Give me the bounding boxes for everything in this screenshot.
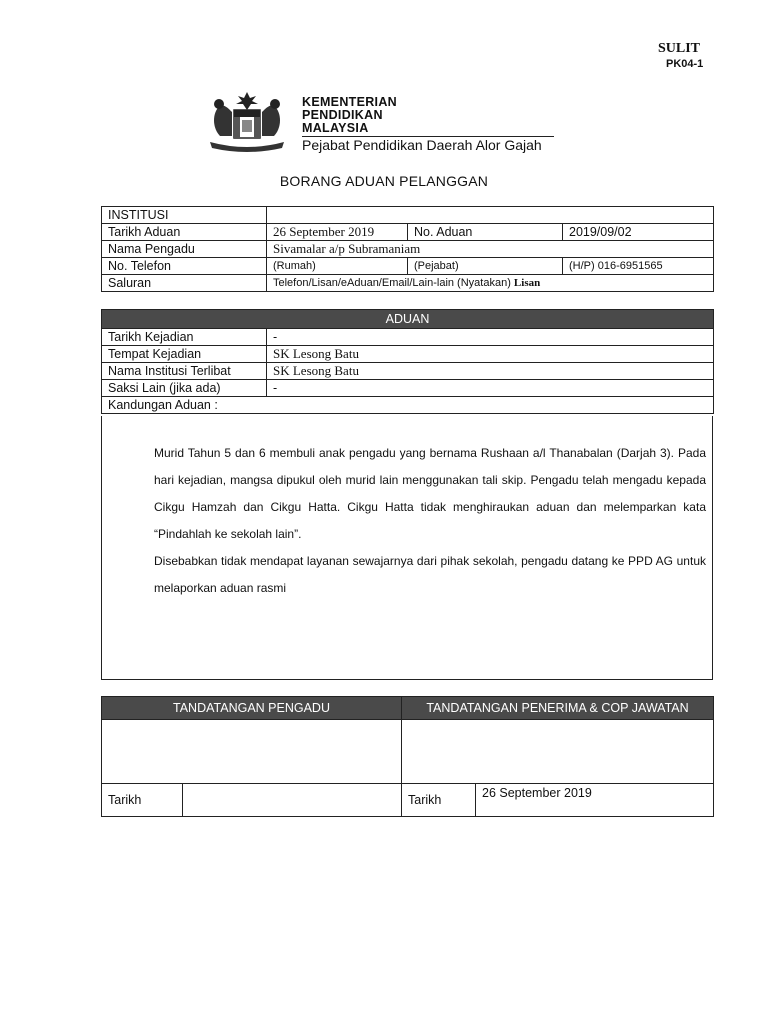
table-row [102,275,714,292]
saluran-options: Telefon/Lisan/eAduan/Email/Lain-lain (Nyatakan) [273,277,511,289]
table-row [102,207,714,224]
ministry-name [302,96,397,135]
table-row [102,697,714,720]
nama-pengadu-field[interactable]: Sivamalar a/p Subramaniam [267,241,714,258]
ministry-line-1: KEMENTERIAN [302,95,397,109]
complaint-table [101,309,714,414]
tarikh-field-pengadu[interactable] [183,784,402,817]
telefon-pejabat-field[interactable]: (Pejabat) [408,258,563,275]
nama-pengadu-label: Nama Pengadu [102,241,267,258]
table-row [102,224,714,241]
pengadu-signature-area[interactable] [102,720,402,784]
no-aduan-field[interactable]: 2019/09/02 [563,224,714,241]
saluran-value: Lisan [513,277,541,289]
saksi-field[interactable]: - [267,380,714,397]
kandungan-aduan-label: Kandungan Aduan : [102,397,714,414]
ministry-line-3: MALAYSIA [302,121,369,135]
institusi-label: INSTITUSI [102,207,267,224]
table-row [102,329,714,346]
saksi-label: Saksi Lain (jika ada) [102,380,267,397]
complaint-text [154,440,706,602]
classification-label: SULIT [658,41,701,56]
table-row [102,380,714,397]
table-row [102,346,714,363]
complaint-paragraph-1: Murid Tahun 5 dan 6 membuli anak pengadu yang bernama Rushaan a/l Thanabalan (Darjah 3). Pada hari kejadian, mangsa dipukul oleh murid lain menggunakan tali skip. Pengadu telah mengadu kepada Cikgu Hamzah dan Cikgu Hatta. Cikgu Hatta tidak menghiraukan aduan dan melemparkan kata “Pindahlah ke sekolah lain”. [154,446,706,541]
saluran-field[interactable] [267,275,714,292]
tarikh-kejadian-field[interactable]: - [267,329,714,346]
ministry-line-2: PENDIDIKAN [302,108,383,122]
signature-table [101,696,714,817]
telefon-hp-field[interactable]: (H/P) 016-6951565 [563,258,714,275]
table-row [102,784,714,817]
tarikh-aduan-label: Tarikh Aduan [102,224,267,241]
form-code: PK04-1 [666,58,704,70]
tarikh-label-pengadu: Tarikh [102,784,183,817]
tarikh-kejadian-label: Tarikh Kejadian [102,329,267,346]
pengadu-signature-header: TANDATANGAN PENGADU [102,697,402,720]
tarikh-label-penerima: Tarikh [402,784,476,817]
penerima-signature-header: TANDATANGAN PENERIMA & COP JAWATAN [402,697,714,720]
malaysia-crest-logo [206,90,288,154]
nama-institusi-terlibat-field[interactable]: SK Lesong Batu [267,363,714,380]
aduan-header: ADUAN [102,310,714,329]
saluran-label: Saluran [102,275,267,292]
tarikh-aduan-field[interactable]: 26 September 2019 [267,224,408,241]
no-telefon-label: No. Telefon [102,258,267,275]
table-row [102,720,714,784]
institusi-field[interactable] [267,207,714,224]
table-row [102,310,714,329]
tempat-kejadian-label: Tempat Kejadian [102,346,267,363]
district-office-name: Pejabat Pendidikan Daerah Alor Gajah [302,137,542,153]
table-row [102,241,714,258]
no-aduan-label: No. Aduan [408,224,563,241]
nama-institusi-terlibat-label: Nama Institusi Terlibat [102,363,267,380]
table-row [102,363,714,380]
complaint-paragraph-2: Disebabkan tidak mendapat layanan sewajarnya dari pihak sekolah, pengadu datang ke PPD AG untuk melaporkan aduan rasmi [154,554,706,595]
penerima-signature-area[interactable] [402,720,714,784]
customer-info-table [101,206,714,292]
table-row [102,397,714,414]
tarikh-field-penerima[interactable]: 26 September 2019 [476,784,714,817]
form-title: BORANG ADUAN PELANGGAN [279,173,489,189]
tempat-kejadian-field[interactable]: SK Lesong Batu [267,346,714,363]
table-row [102,258,714,275]
telefon-rumah-field[interactable]: (Rumah) [267,258,408,275]
